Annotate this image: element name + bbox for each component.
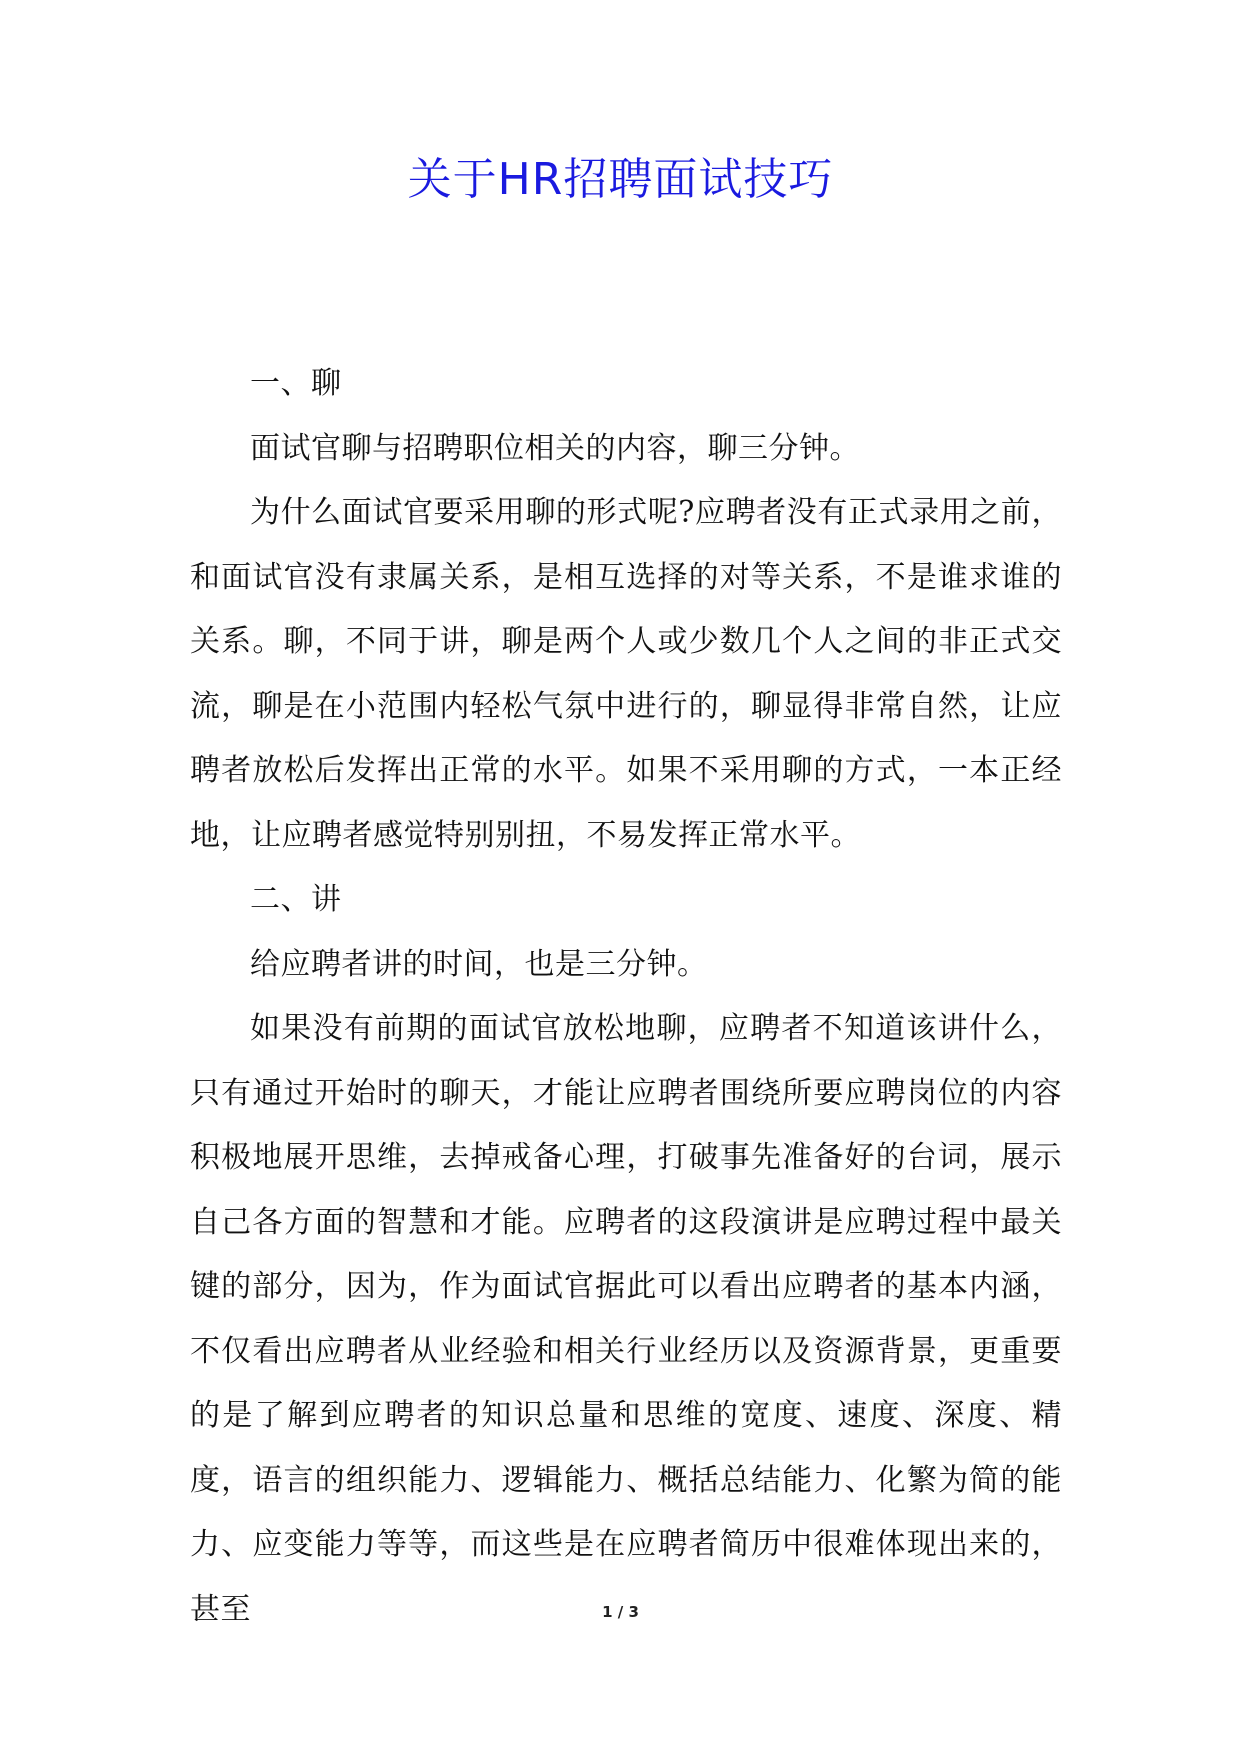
paragraph: 如果没有前期的面试官放松地聊，应聘者不知道该讲什么，只有通过开始时的聊天，才能让应聘者围绕所要应聘岗位的内容积极地展开思维，去掉戒备心理，打破事先准备好的台词，展示自己各方面的智慧和才能。应聘者的这段演讲是应聘过程中最关键的部分，因为，作为面试官据此可以看出应聘者的基本内涵，不仅看出应聘者从业经验和相关行业经历以及资源背景，更重要的是了解到应聘者的知识总量和思维的宽度、速度、深度、精度，语言的组织能力、逻辑能力、概括总结能力、化繁为简的能力、应变能力等等，而这些是在应聘者简历中很难体现出来的，甚至 xyxy=(190,1011,1062,1627)
document-title: 关于HR招聘面试技巧 xyxy=(407,154,834,205)
paragraph: 给应聘者讲的时间，也是三分钟。 xyxy=(250,946,708,982)
paragraph: 为什么面试官要采用聊的形式呢?应聘者没有正式录用之前，和面试官没有隶属关系，是相互选择的对等关系，不是谁求谁的关系。聊，不同于讲，聊是两个人或少数几个人之间的非正式交流，聊是在小范围内轻松气氛中进行的，聊显得非常自然，让应聘者放松后发挥出正常的水平。如果不采用聊的方式，一本正经地，让应聘者感觉特别别扭，不易发挥正常水平。 xyxy=(190,495,1062,853)
section-heading-speak: 二、讲 xyxy=(250,882,342,917)
page-number: 1 / 3 xyxy=(602,1603,639,1621)
document-body xyxy=(190,352,1062,1642)
paragraph: 面试官聊与招聘职位相关的内容，聊三分钟。 xyxy=(250,430,860,466)
section-heading-chat: 一、聊 xyxy=(250,366,342,401)
